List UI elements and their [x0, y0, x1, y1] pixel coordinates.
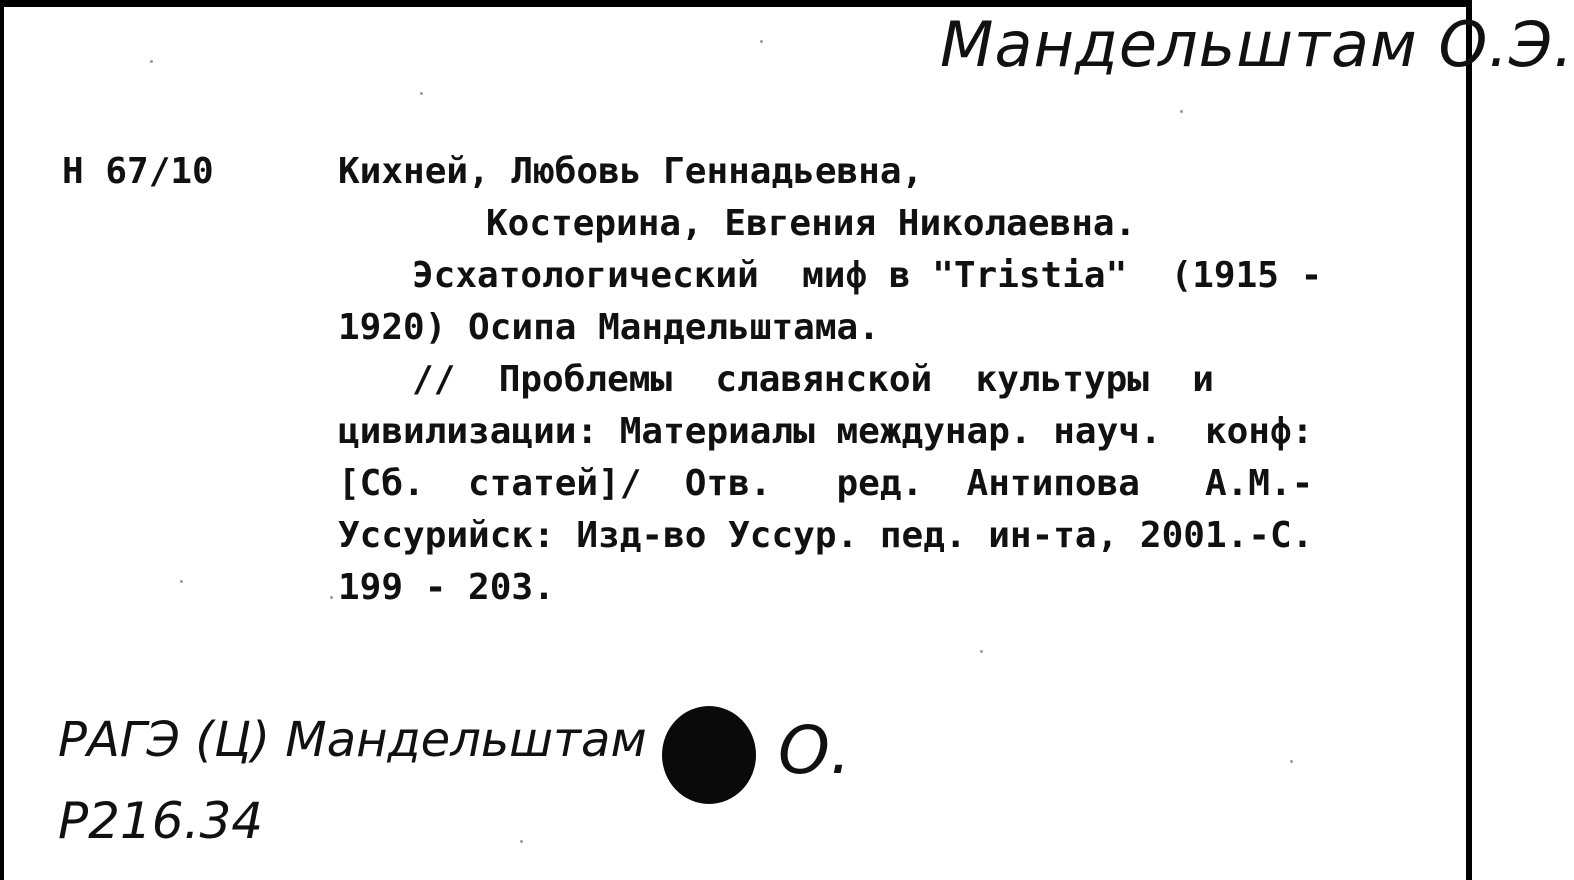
entry-line-title-2: 1920) Осипа Мандельштама.: [338, 307, 880, 348]
handwritten-call-number: РАГЭ (Ц) Мандельштам: [58, 712, 647, 768]
entry-line-source-2: цивилизации: Материалы междунар. науч. конф:: [338, 411, 1314, 452]
scan-speck: [420, 92, 423, 95]
scan-speck: [150, 60, 153, 63]
card-border-top: [0, 0, 1472, 7]
entry-line-title-1: Эсхатологический миф в "Tristia" (1915 -: [412, 255, 1323, 296]
scan-speck: [760, 40, 763, 43]
entry-line-pages: 199 - 203.: [338, 567, 555, 608]
scan-speck: [520, 840, 523, 843]
scan-speck: [180, 580, 183, 583]
entry-line-author-1: Кихней, Любовь Геннадьевна,: [338, 151, 924, 192]
entry-line-source-1: // Проблемы славянской культуры и: [412, 359, 1214, 400]
card-border-right: [1466, 0, 1472, 880]
handwritten-classification-code: Р216.34: [58, 792, 264, 850]
scan-speck: [980, 650, 983, 653]
card-border-left: [0, 0, 4, 880]
scan-speck: [1290, 760, 1293, 763]
bibliographic-entry: [338, 146, 1442, 614]
entry-line-source-3: [Сб. статей]/ Отв. ред. Антипова А.М.-: [338, 463, 1314, 504]
entry-line-author-2: Костерина, Евгения Николаевна.: [486, 203, 1137, 244]
entry-line-source-4: Уссурийск: Изд-во Уссур. пед. ин-та, 2001.-С.: [338, 515, 1314, 556]
scan-speck: [1180, 110, 1183, 113]
handwritten-author-heading: Мандельштам О.Э.: [940, 8, 1574, 81]
shelf-mark: Н 67/10: [62, 151, 214, 192]
filled-circle-mark: [662, 706, 756, 804]
scan-speck: [330, 596, 333, 599]
handwritten-mark-letter: О.: [778, 712, 851, 789]
